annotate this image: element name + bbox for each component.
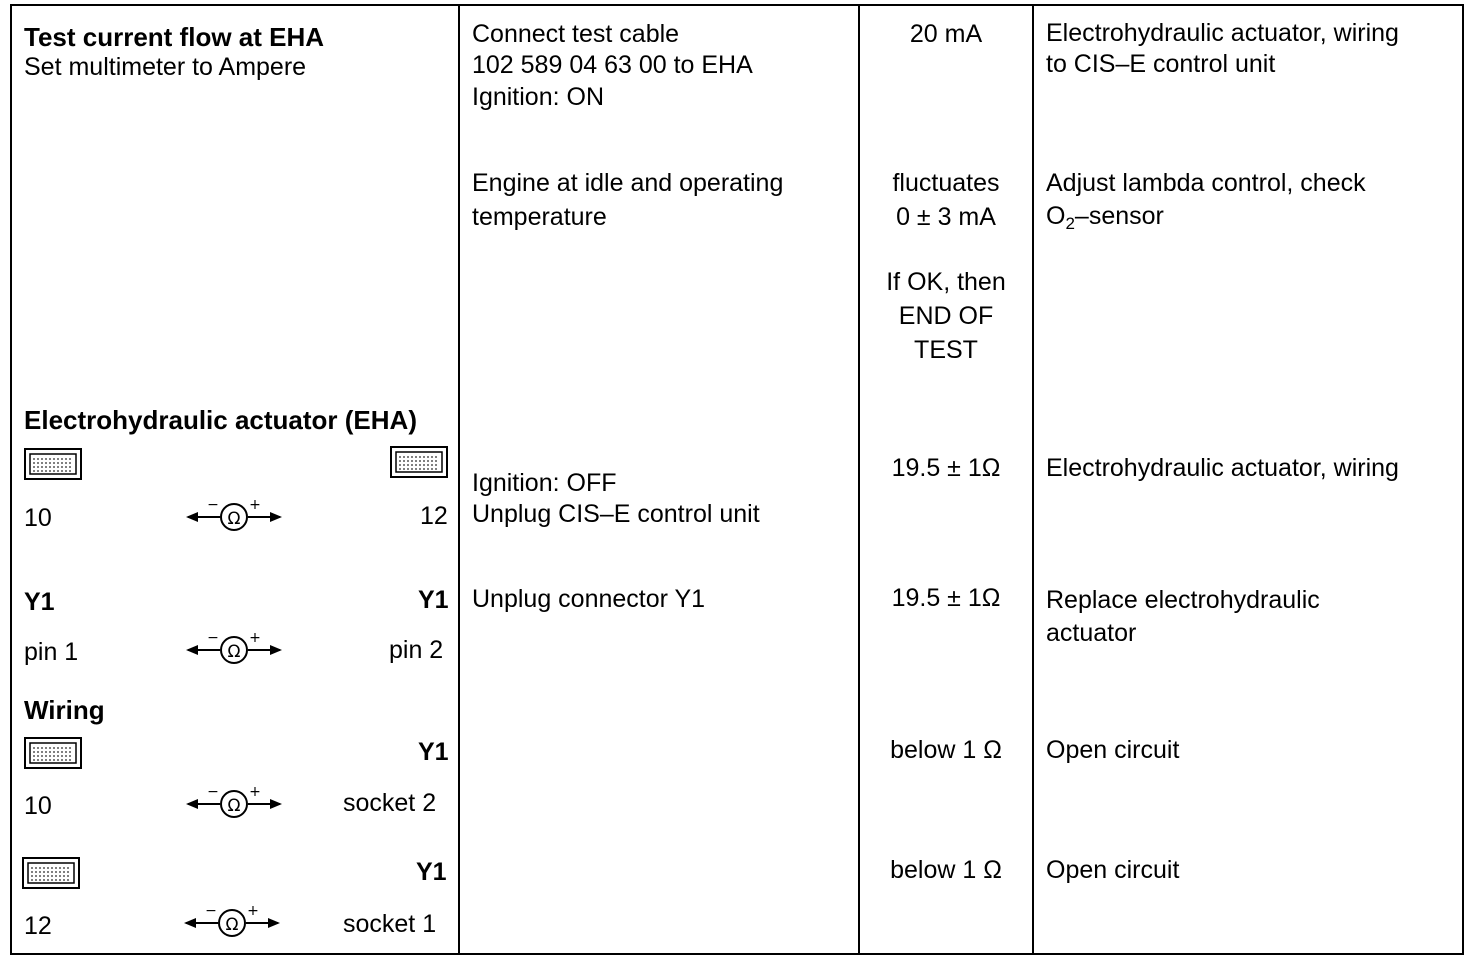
ohmmeter-icon: [184, 630, 284, 664]
wiring-b-y1-label: Y1: [416, 858, 447, 886]
remedy-text: Replace electrohydraulic: [1046, 586, 1320, 614]
remedy-text: Open circuit: [1046, 856, 1180, 884]
ohmmeter-icon: [184, 497, 284, 531]
spec-value: 19.5 ± 1Ω: [891, 584, 1001, 612]
remedy-text: Electrohydraulic actuator, wiring: [1046, 454, 1399, 482]
eha-left-pin: 10: [24, 504, 52, 532]
svg-text:Ω: Ω: [227, 796, 241, 816]
svg-text:−: −: [205, 903, 217, 919]
ignition-off-step: Ignition: OFF: [472, 469, 617, 497]
svg-text:+: +: [247, 903, 259, 919]
pin1-label: pin 1: [24, 638, 79, 666]
ohmmeter-icon: [184, 784, 284, 818]
y1-right-label: Y1: [418, 586, 449, 614]
eha-right-pin: 12: [420, 502, 448, 530]
svg-text:−: −: [207, 784, 219, 800]
spec-value: below 1 Ω: [890, 856, 1002, 884]
spec-value: 0 ± 3 mA: [896, 203, 996, 231]
remedy-text: Electrohydraulic actuator, wiring: [1046, 19, 1399, 47]
spec-value: fluctuates: [892, 169, 1000, 197]
cable-step-line2: 102 589 04 63 00 to EHA: [472, 51, 753, 79]
unplug-cis-step: Unplug CIS–E control unit: [472, 500, 760, 528]
cable-step-line3: Ignition: ON: [472, 83, 605, 111]
engine-step-line1: Engine at idle and operating: [472, 169, 784, 197]
wiring-a-y1-label: Y1: [418, 738, 449, 766]
connector-icon: [24, 737, 82, 769]
pin2-label: pin 2: [389, 636, 444, 664]
end-of-test-note: If OK, then: [886, 268, 1006, 296]
test-subtitle: Set multimeter to Ampere: [24, 53, 307, 81]
svg-text:−: −: [207, 630, 219, 646]
test-title: Test current flow at EHA: [24, 22, 325, 52]
connector-icon: [390, 446, 448, 478]
svg-text:Ω: Ω: [227, 509, 241, 529]
svg-text:Ω: Ω: [225, 915, 239, 935]
wiring-a-socket: socket 2: [343, 789, 437, 817]
spec-value: 20 mA: [909, 20, 983, 48]
unplug-y1-step: Unplug connector Y1: [472, 585, 706, 613]
svg-text:−: −: [207, 497, 219, 513]
y1-left-label: Y1: [24, 588, 55, 616]
spec-value: below 1 Ω: [890, 736, 1002, 764]
remedy-text: Open circuit: [1046, 736, 1180, 764]
svg-text:+: +: [249, 497, 261, 513]
remedy-text: $O_2$–sensor: [1046, 202, 1164, 233]
wiring-b-socket: socket 1: [343, 910, 437, 938]
engine-step-line2: temperature: [472, 203, 607, 231]
wiring-a-left-pin: 10: [24, 792, 52, 820]
column-divider-1: [458, 4, 460, 955]
svg-text:Ω: Ω: [227, 642, 241, 662]
remedy-text: actuator: [1046, 619, 1137, 647]
column-divider-3: [1032, 4, 1034, 955]
cable-step-line1: Connect test cable: [472, 20, 680, 48]
svg-text:+: +: [249, 630, 261, 646]
ohmmeter-icon: [182, 903, 282, 937]
end-of-test-note: END OF: [898, 302, 994, 330]
wiring-heading: Wiring: [24, 695, 105, 725]
end-of-test-note: TEST: [914, 336, 978, 364]
connector-icon: [22, 857, 80, 889]
eha-heading: Electrohydraulic actuator (EHA): [24, 405, 417, 435]
remedy-text: to CIS–E control unit: [1046, 50, 1276, 78]
remedy-text: Adjust lambda control, check: [1046, 169, 1366, 197]
spec-value: 19.5 ± 1Ω: [891, 454, 1001, 482]
wiring-b-left-pin: 12: [24, 912, 52, 940]
connector-icon: [24, 448, 82, 480]
svg-text:+: +: [249, 784, 261, 800]
